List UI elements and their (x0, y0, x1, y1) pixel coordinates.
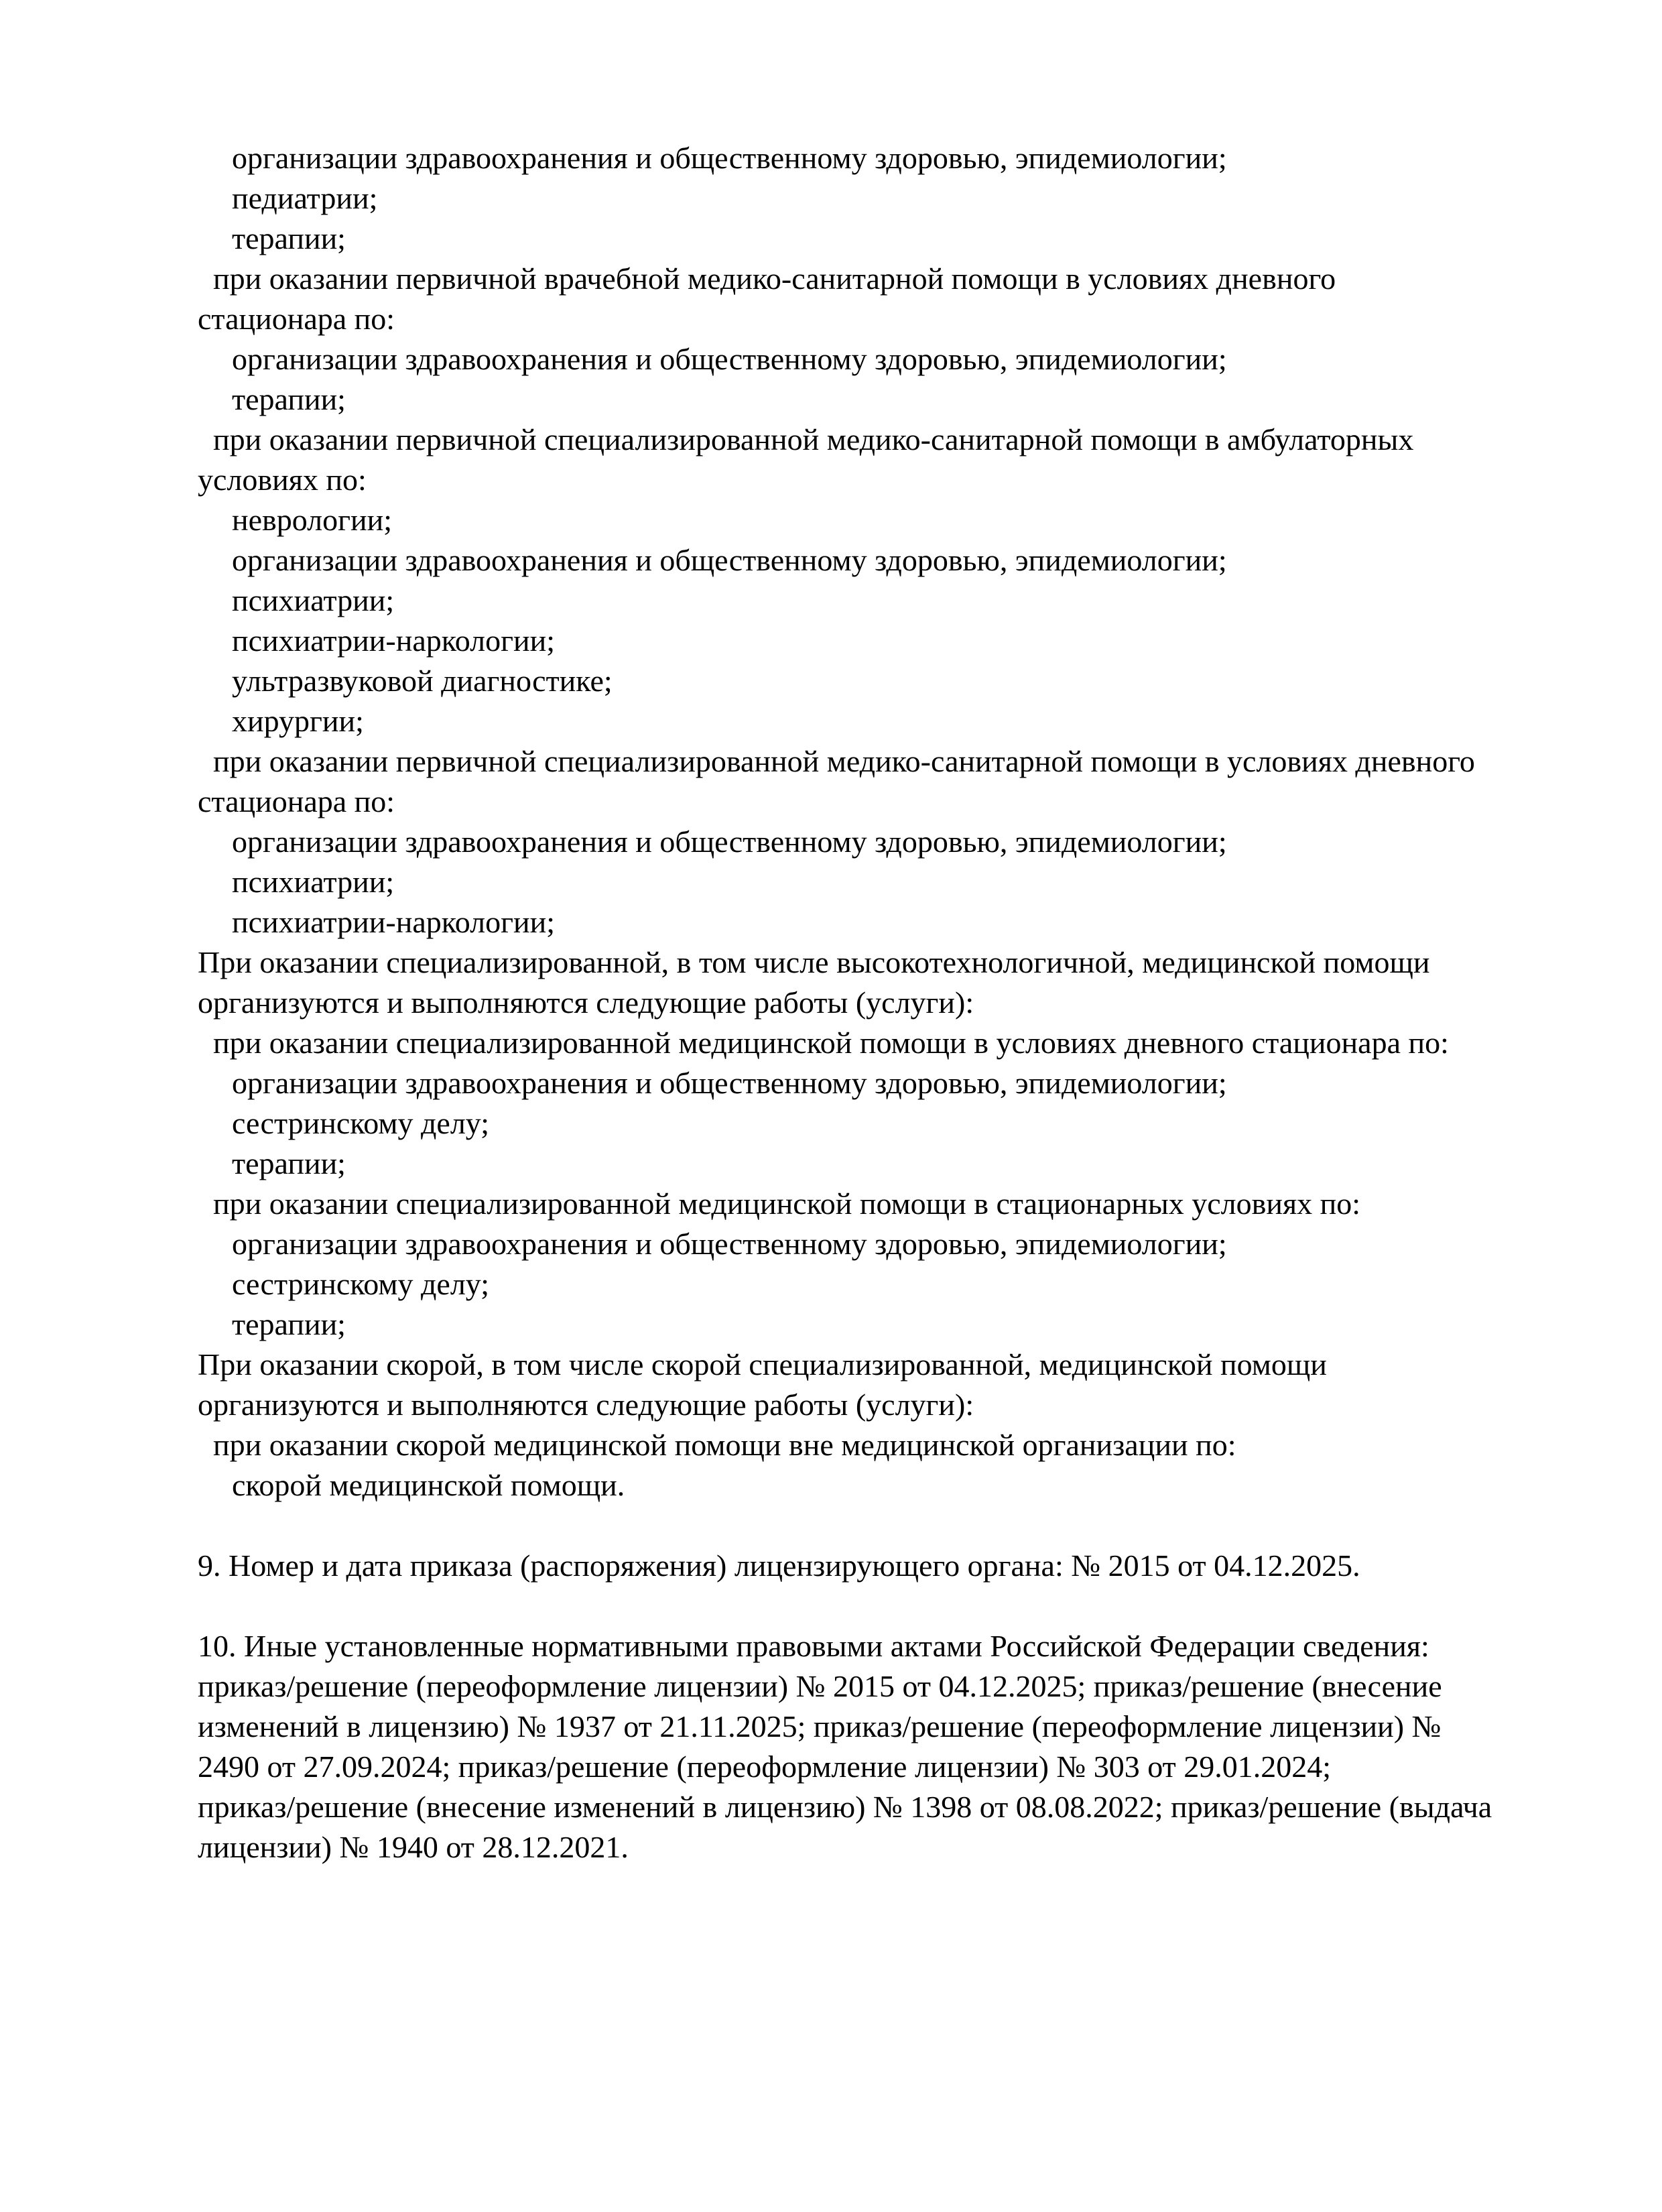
text-line: психиатрии; (232, 583, 395, 617)
text-line: стационара по: (198, 302, 395, 336)
text-line: психиатрии; (232, 865, 395, 899)
text-line: психиатрии-наркологии; (232, 623, 555, 658)
text-line: при оказании специализированной медицинской помощи в стационарных условиях по: (213, 1186, 1360, 1221)
text-line: организации здравоохранения и общественному здоровью, эпидемиологии; (232, 543, 1227, 577)
text-line: при оказании первичной специализированной медико-санитарной помощи в условиях дневного (213, 744, 1475, 778)
text-line: при оказании специализированной медицинской помощи в условиях дневного стационара по: (213, 1026, 1449, 1060)
text-line: при оказании первичной врачебной медико-санитарной помощи в условиях дневного (213, 261, 1336, 296)
text-line: При оказании скорой, в том числе скорой специализированной, медицинской помощи (198, 1347, 1327, 1381)
text-line: 10. Иные установленные нормативными правовыми актами Российской Федерации сведения: (198, 1629, 1429, 1663)
text-line: хирургии; (232, 704, 364, 738)
text-line: терапии; (232, 1307, 346, 1341)
text-line: при оказании первичной специализированной медико-санитарной помощи в амбулаторных (213, 422, 1414, 456)
text-line: приказ/решение (переоформление лицензии) № 2015 от 04.12.2025; приказ/решение (внесение (198, 1669, 1442, 1703)
text-line: при оказании скорой медицинской помощи вне медицинской организации по: (213, 1428, 1236, 1462)
text-line: сестринскому делу; (232, 1106, 489, 1140)
text-line: терапии; (232, 1146, 346, 1180)
text-line: скорой медицинской помощи. (232, 1468, 625, 1502)
text-line: организации здравоохранения и общественному здоровью, эпидемиологии; (232, 824, 1227, 859)
text-line: неврологии; (232, 503, 392, 537)
text-line: 2490 от 27.09.2024; приказ/решение (переоформление лицензии) № 303 от 29.01.2024; (198, 1749, 1332, 1784)
text-line: терапии; (232, 382, 346, 416)
text-line: организации здравоохранения и общественному здоровью, эпидемиологии; (232, 342, 1227, 376)
blank-line (0, 1506, 1662, 1546)
text-line: При оказании специализированной, в том числе высокотехнологичной, медицинской помощи (198, 945, 1430, 979)
blank-line (0, 1586, 1662, 1626)
text-line: стационара по: (198, 784, 395, 818)
document-body (0, 138, 1662, 1867)
text-line: организации здравоохранения и общественному здоровью, эпидемиологии; (232, 1227, 1227, 1261)
text-line: организуются и выполняются следующие работы (услуги): (198, 985, 974, 1020)
text-line: 9. Номер и дата приказа (распоряжения) лицензирующего органа: № 2015 от 04.12.2025. (198, 1548, 1360, 1583)
text-line: организации здравоохранения и общественному здоровью, эпидемиологии; (232, 1066, 1227, 1100)
text-line: лицензии) № 1940 от 28.12.2021. (198, 1830, 629, 1864)
text-line: педиатрии; (232, 181, 378, 215)
text-line: приказ/решение (внесение изменений в лицензию) № 1398 от 08.08.2022; приказ/решение (выдача (198, 1790, 1492, 1824)
text-line: терапии; (232, 221, 346, 255)
text-line: сестринскому делу; (232, 1267, 489, 1301)
text-line: организуются и выполняются следующие работы (услуги): (198, 1388, 974, 1422)
text-line: психиатрии-наркологии; (232, 905, 555, 939)
text-line: условиях по: (198, 463, 367, 497)
text-line: ультразвуковой диагностике; (232, 664, 613, 698)
text-line: организации здравоохранения и общественному здоровью, эпидемиологии; (232, 141, 1227, 175)
text-line: изменений в лицензию) № 1937 от 21.11.2025; приказ/решение (переоформление лицензии) № (198, 1709, 1442, 1743)
